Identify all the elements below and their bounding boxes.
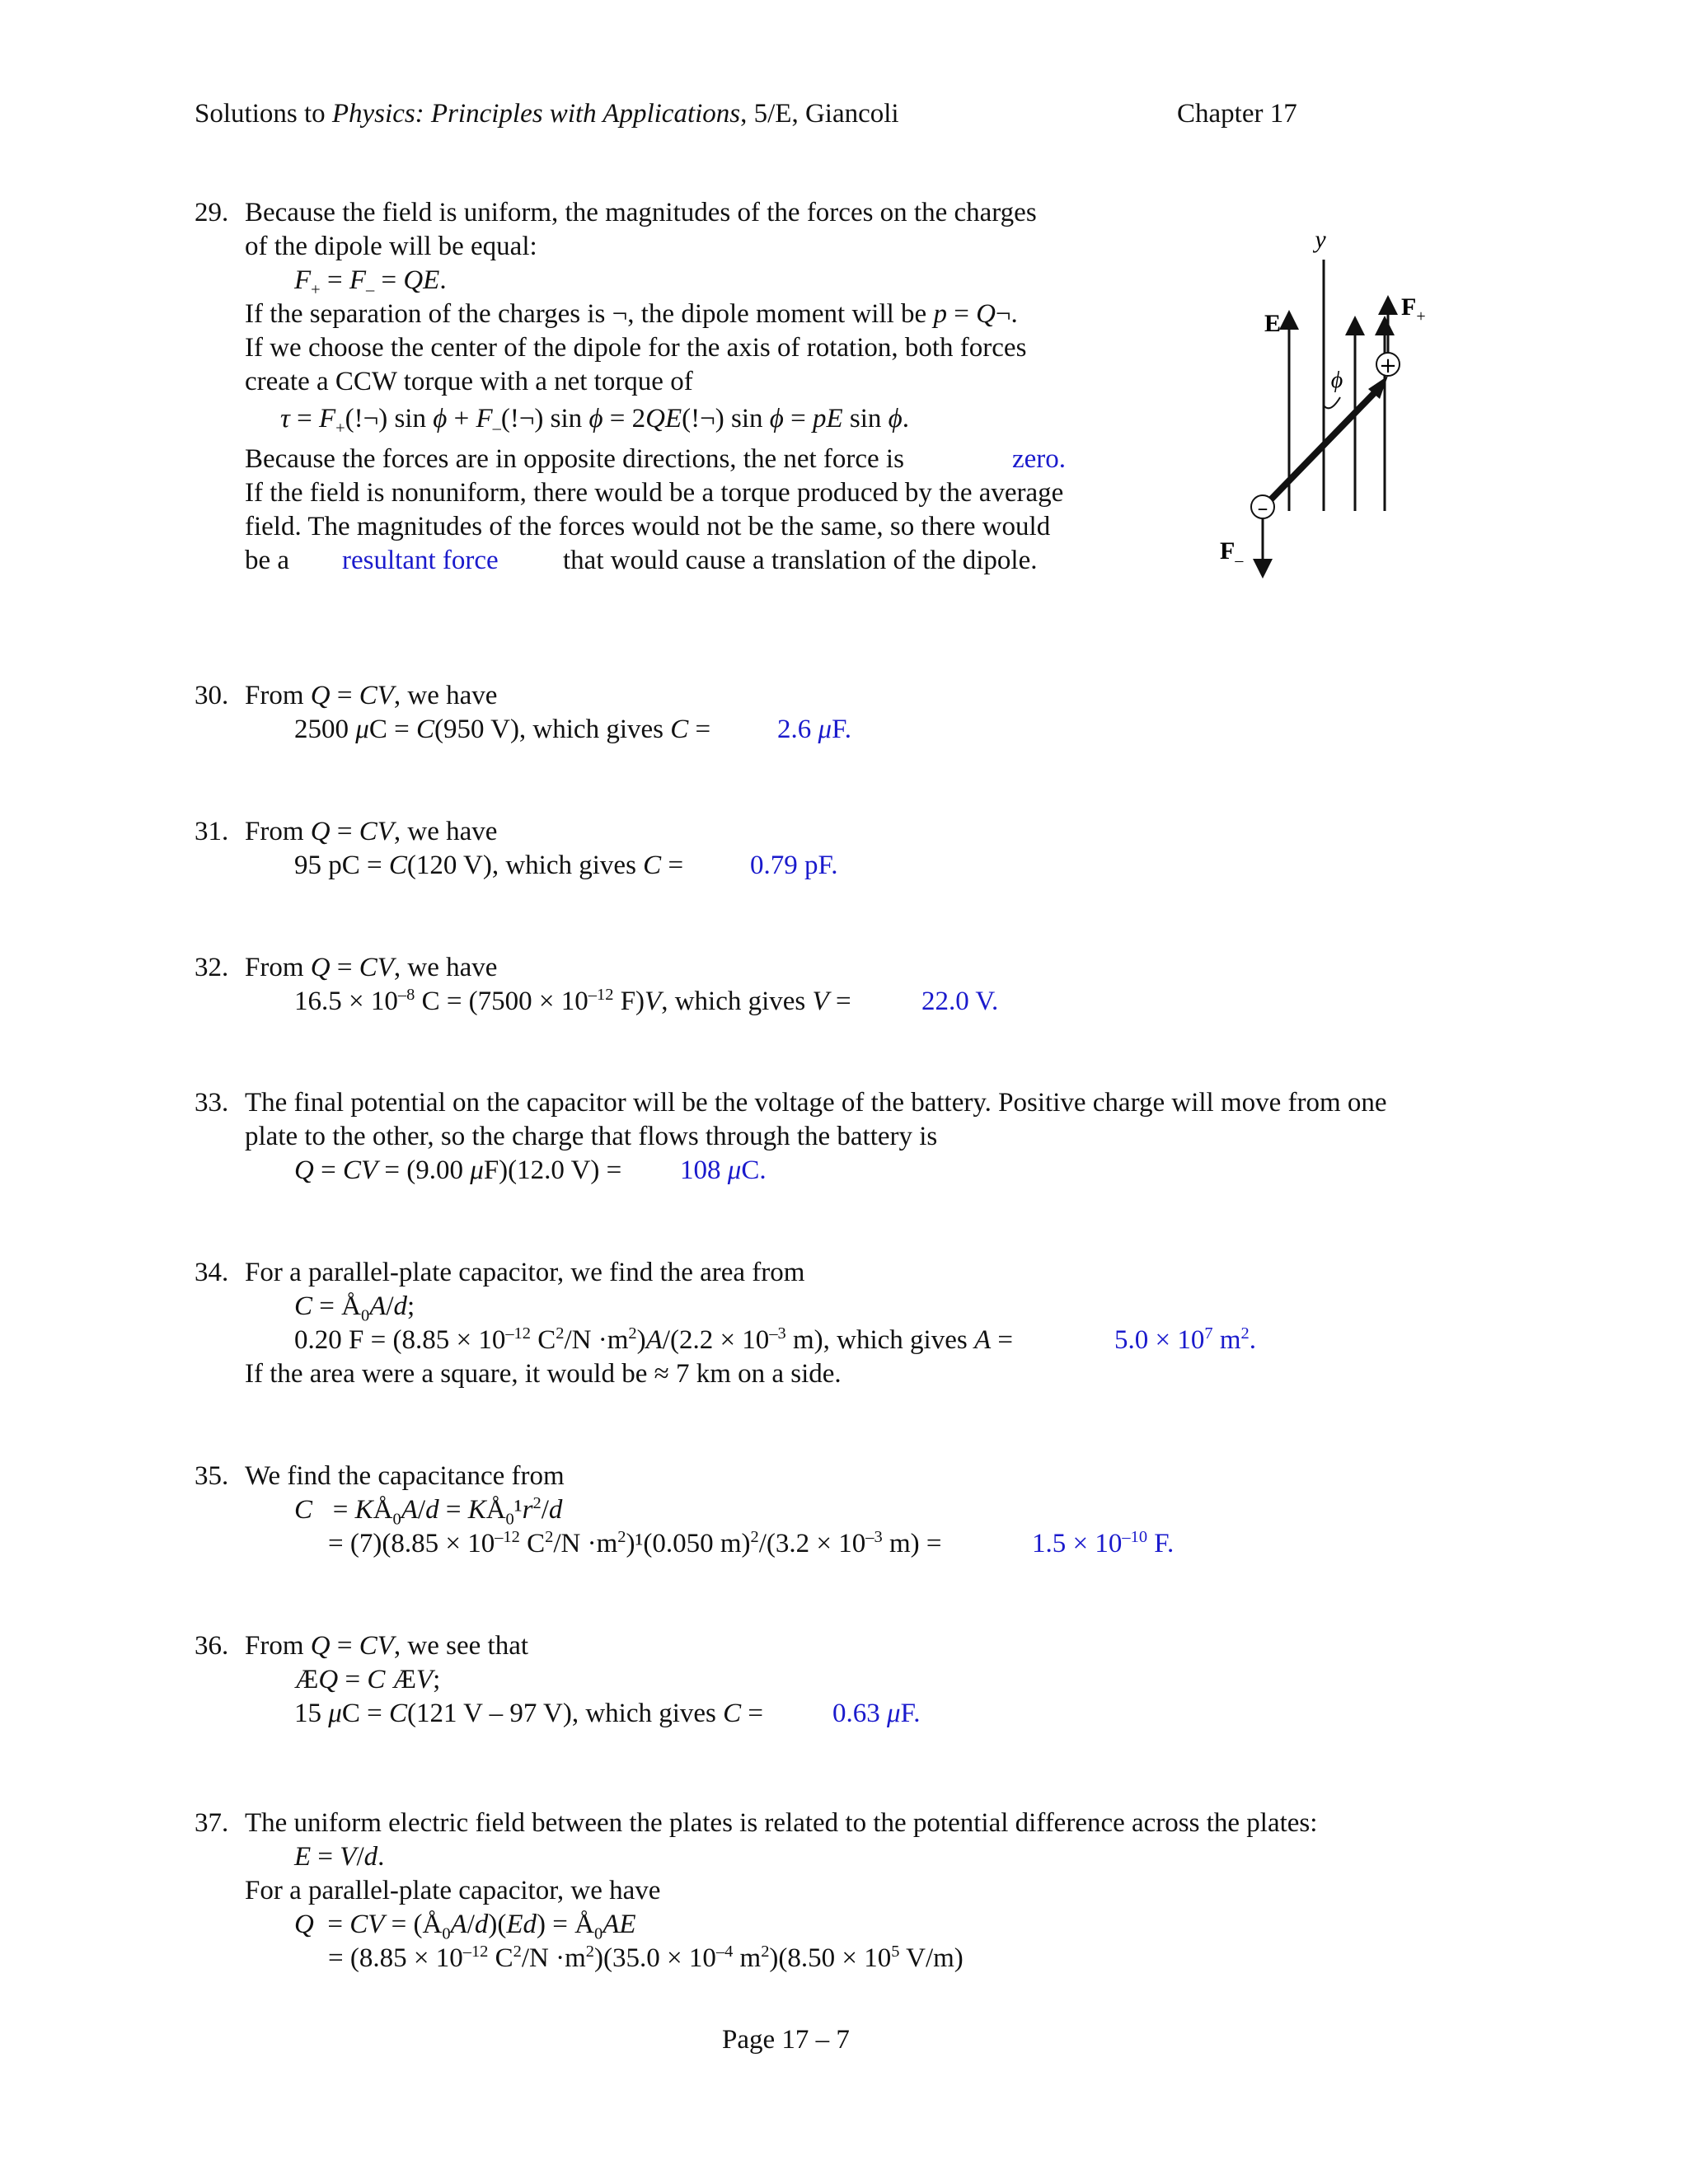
p33-answer: 108 μC. <box>680 1155 767 1185</box>
p32-line-2: $16.5 \times 10^{-8}$ $C = (7500 \times 10^{-12}$ F)V, which gives V = <box>294 986 851 1016</box>
page-number: Page 17 – 7 <box>722 2025 850 2055</box>
problem-number-33: 33. <box>195 1088 229 1118</box>
p29-answer-zero: zero. <box>1012 444 1067 474</box>
phi-arc <box>1324 397 1340 408</box>
problem-number-34: 34. <box>195 1258 229 1287</box>
plus-symbol: + <box>1379 354 1397 378</box>
p29-line-6: create a CCW torque with a net torque of <box>245 367 693 396</box>
p37-line-3: For a parallel-plate capacitor, we have <box>245 1876 661 1905</box>
p29-line-9: If the field is nonuniform, there would be a torque produced by the average <box>245 478 1064 508</box>
p34-answer: $5.0 \times 10^7$ $m^2$. <box>1114 1324 1256 1355</box>
p37-line-4: Q = CV = $(Å_0A/d)(Ed)$ = $Å_0AE$ <box>294 1910 636 1943</box>
p35-line-3: = $(7)(8.85 \times 10^{-12}$ $C^2/N \cdot m^2)^1(0.050$ $m)^2/(3.2 \times 10^{-3}$ m) = <box>328 1528 942 1558</box>
problem-number-37: 37. <box>195 1808 229 1838</box>
p37-line-5: = ($8.85 \times 10^{-12}$ $C^2/N \cdot m^2)(35.0 \times 10^{-4}$ $m^2)(8.50 \times 10^5$ V/m) <box>328 1943 964 1973</box>
p37-line-2: E = V/d. <box>294 1842 385 1872</box>
fminus-label: $F_-$ <box>1220 537 1244 569</box>
p37-line-1: The uniform electric field between the plates is related to the potential difference across the plates: <box>245 1808 1318 1838</box>
e-label: E <box>1264 310 1282 337</box>
y-axis-label: y <box>1315 226 1326 253</box>
p36-line-1: From Q = CV, we see that <box>245 1631 529 1661</box>
p32-answer: 22.0 V. <box>921 987 999 1016</box>
p29-line-3: $F_+ = F_-$ = QE. <box>294 265 447 299</box>
p33-line-3: Q = CV = (9.00 μF)(12.0 V) = <box>294 1155 622 1185</box>
p29-line-11: be a <box>245 546 290 575</box>
p36-answer: 0.63 μF. <box>832 1699 921 1728</box>
p29-line-2: of the dipole will be equal: <box>245 232 537 261</box>
p31-answer: 0.79 pF. <box>750 851 838 880</box>
p36-line-3: 15 μC = C(121 V – 97 V), which gives C = <box>294 1699 764 1728</box>
header-right: Chapter 17 <box>1177 99 1297 129</box>
fplus-label: $F_+$ <box>1401 293 1426 326</box>
p29-line-7: $\tau = F_+(!\neg)$ $\sin \phi + F_-(!\neg)$ sin ϕ = 2QE(!¬) sin ϕ = pE sin ϕ. <box>280 404 909 438</box>
problem-number-36: 36. <box>195 1631 229 1661</box>
p34-line-2: $C = Å_0A/d$; <box>294 1291 415 1325</box>
p34-line-4: If the area were a square, it would be ≈ 7 km on a side. <box>245 1359 842 1389</box>
problem-number-32: 32. <box>195 953 229 982</box>
p34-line-3: 0.20 $F = (8.85 \times 10^{-12}$ $C^2/N \cdot m^2)A/(2.2 \times 10^{-3}$ m), which gives A = <box>294 1324 1014 1355</box>
p29-line-1: Because the field is uniform, the magnitudes of the forces on the charges <box>245 198 1037 227</box>
p29-line-5: If we choose the center of the dipole for the axis of rotation, both forces <box>245 333 1027 363</box>
dipole-figure <box>1205 223 1436 602</box>
p34-line-1: For a parallel-plate capacitor, we find the area from <box>245 1258 805 1287</box>
p29-line-4: If the separation of the charges is ¬, the dipole moment will be p = Q¬. <box>245 299 1018 329</box>
p29-line-10: field. The magnitudes of the forces would not be the same, so there would <box>245 512 1051 541</box>
p30-answer: 2.6 μF. <box>777 715 852 744</box>
p33-line-2: plate to the other, so the charge that flows through the battery is <box>245 1122 938 1151</box>
problem-number-31: 31. <box>195 817 229 846</box>
p35-answer: $1.5 \times 10^{-10}$ F. <box>1032 1528 1175 1558</box>
p30-line-2: 2500 μC = C(950 V), which gives C = <box>294 715 711 744</box>
p29-line-8: Because the forces are in opposite directions, the net force is <box>245 444 904 474</box>
p33-line-1: The final potential on the capacitor will be the voltage of the battery. Positive charge will move from one <box>245 1088 1387 1118</box>
problem-number-30: 30. <box>195 681 229 710</box>
p35-line-1: We find the capacitance from <box>245 1461 565 1491</box>
p29-line-12: that would cause a translation of the dipole. <box>563 546 1038 575</box>
problem-number-29: 29. <box>195 198 229 227</box>
problem-number-35: 35. <box>195 1461 229 1491</box>
p31-line-1: From Q = CV, we have <box>245 817 498 846</box>
p31-line-2: 95 pC = C(120 V), which gives C = <box>294 851 684 880</box>
minus-symbol: – <box>1257 496 1268 521</box>
p35-line-2: $C = KÅ_0A/d$ = $KÅ_0^1r^2/d$ <box>294 1494 563 1529</box>
header-left: Solutions to Physics: Principles with Applications, 5/E, Giancoli <box>195 99 899 129</box>
p29-answer-resultant-force: resultant force <box>342 546 499 575</box>
phi-label: ϕ <box>1330 368 1343 393</box>
p36-line-2: ÆQ = C ÆV; <box>294 1665 441 1694</box>
p32-line-1: From Q = CV, we have <box>245 953 498 982</box>
p30-line-1: From Q = CV, we have <box>245 681 498 710</box>
